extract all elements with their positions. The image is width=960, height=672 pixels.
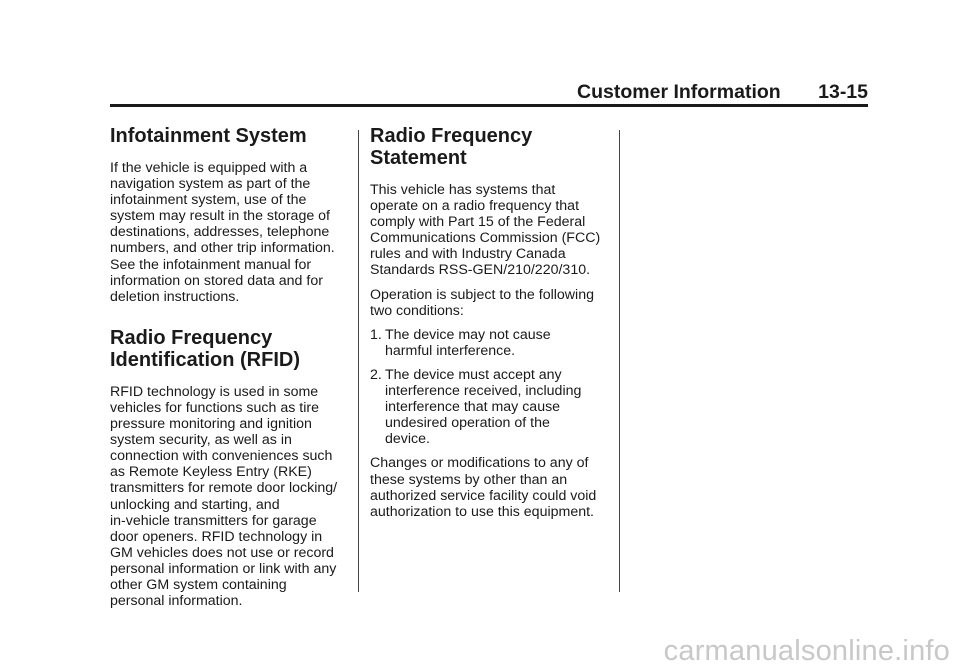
column-divider xyxy=(358,130,359,592)
page-number: 13-15 xyxy=(818,81,868,103)
list-text: The device must accept any interference received, including interference that may cause undesired operation of the device. xyxy=(385,366,582,448)
conditions-intro: Operation is subject to the following two conditions: xyxy=(370,286,594,319)
rfid-body: RFID technology is used in some vehicles for functions such as tire pressure monitoring and ignition system security, as well as in connection with conveniences such as Remote Keyless Entry (RKE) transmitters for remote door locking/ unlocking and starting, and in-vehicle transmitters for garage door openers. RFID technology in GM vehicles does not use or record personal information or link with any other GM system containing personal information. xyxy=(110,383,338,610)
rfid-heading-line2: Identification (RFID) xyxy=(110,348,300,371)
rf-heading-line2: Statement xyxy=(370,147,467,169)
list-number: 2. xyxy=(370,366,382,383)
page-header xyxy=(577,80,868,104)
infotainment-body: If the vehicle is equipped with a navigation system as part of the infotainment system, use of the system may result in the storage of destinations, addresses, telephone numbers, and other trip information. See the infotainment manual for information on stored data and for deletion instructions. xyxy=(110,160,335,305)
rf-intro: This vehicle has systems that operate on a radio frequency that comply with Part 15 of the Federal Communications Commission (FCC) rules and with Industry Canada Standards RSS-GEN/210/220/310. xyxy=(370,182,601,279)
rfid-heading-line1: Radio Frequency xyxy=(110,326,273,349)
rfid-heading xyxy=(110,327,355,371)
rf-heading-line1: Radio Frequency xyxy=(370,125,533,147)
section-title: Customer Information xyxy=(577,81,781,103)
list-item xyxy=(370,367,615,447)
middle-column xyxy=(370,125,615,528)
closing-text: Changes or modifications to any of these systems by other than an authorized service facility could void authorization to use this equipment. xyxy=(370,455,597,520)
infotainment-heading: Infotainment System xyxy=(110,125,307,147)
column-divider xyxy=(619,130,620,592)
list-item xyxy=(370,327,615,359)
list-number: 1. xyxy=(370,326,382,343)
rf-statement-heading xyxy=(370,125,615,169)
watermark: carmanualsonline.info xyxy=(663,635,950,667)
left-column xyxy=(110,125,355,617)
conditions-list xyxy=(370,327,615,448)
list-text: The device may not cause harmful interference. xyxy=(385,326,551,359)
header-rule xyxy=(110,104,868,107)
